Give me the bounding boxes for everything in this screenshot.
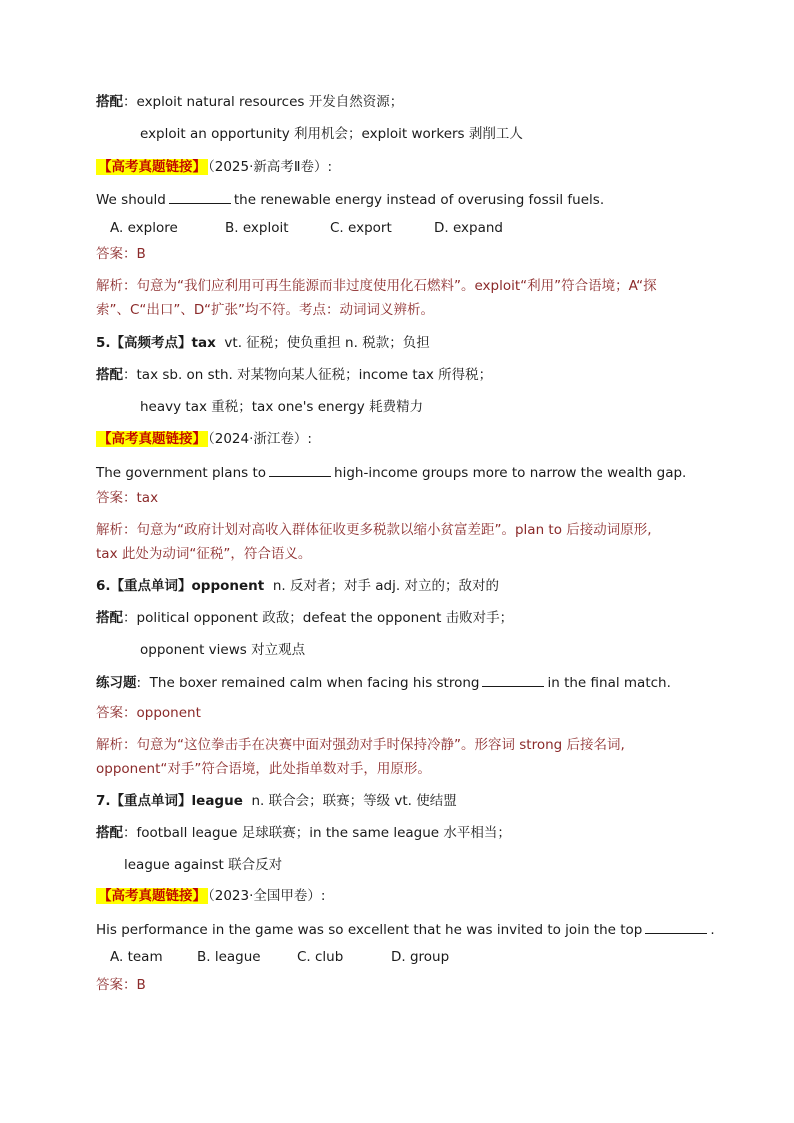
question-line (96, 189, 604, 210)
exercise-label: 练习题 (96, 675, 137, 691)
option-a: A. explore (110, 220, 178, 236)
heading-word: league (191, 793, 243, 809)
collocation-text-2: league against 联合反对 (124, 857, 283, 873)
word-heading (96, 791, 457, 811)
exam-link-source: （2023·全国甲卷）: (208, 888, 326, 904)
exercise-line: 练习题: The boxer remained calm when facing his strong in the final match. (96, 672, 671, 693)
exam-link-line (96, 886, 325, 906)
heading-number: 5.【高频考点】 (96, 335, 192, 351)
collocation-line: 搭配：political opponent 政敌；defeat the opponent 击败对手； (96, 610, 514, 626)
question-text-before: We should (96, 192, 166, 208)
answer-line: 答案：B (96, 977, 146, 993)
option-d: D. expand (434, 220, 504, 236)
exam-link-source: （2025·新高考Ⅱ卷）: (208, 159, 333, 175)
collocation-label: 搭配 (96, 367, 123, 383)
option-c: C. export (330, 220, 392, 236)
collocation-label: 搭配 (96, 825, 123, 841)
answer-line: 答案：tax (96, 490, 159, 506)
question-text-before: The boxer remained calm when facing his strong (149, 675, 480, 691)
question-text-after: in the final match. (547, 675, 671, 691)
exam-link-source: （2024·浙江卷）: (208, 431, 312, 447)
analysis-line-2: tax 此处为动词“征税”，符合语义。 (96, 546, 312, 562)
option-a: A. team (110, 949, 163, 965)
collocation-line: 搭配：football league 足球联赛；in the same league 水平相当； (96, 825, 511, 841)
collocation-text-2: heavy tax 重税；tax one's energy 耗费精力 (140, 399, 424, 415)
answer-line: 答案：opponent (96, 705, 201, 721)
options-line (110, 947, 449, 967)
question-text-before: His performance in the game was so excellent that he was invited to join the top (96, 922, 643, 938)
heading-word: tax (191, 335, 216, 351)
exam-link-line (96, 429, 312, 449)
question-line (96, 462, 686, 483)
answer-line: 答案：B (96, 246, 146, 262)
answer-blank (482, 672, 544, 687)
collocation-line: 搭配：tax sb. on sth. 对某物向某人征税；income tax 所得税； (96, 367, 493, 383)
exam-link-tag: 【高考真题链接】 (98, 888, 206, 904)
question-line (96, 919, 715, 940)
collocation-text: football league 足球联赛；in the same league 水平相当； (136, 825, 511, 841)
collocation-label: 搭配 (96, 94, 123, 110)
analysis-line-2: opponent“对手”符合语境，此处指单数对手，用原形。 (96, 761, 431, 777)
analysis-line-1: 解析：句意为“我们应利用可再生能源而非过度使用化石燃料”。exploit“利用”符合语境；A“探 (96, 278, 657, 294)
collocation-text-2: opponent views 对立观点 (140, 642, 306, 658)
heading-definition: vt. 征税；使负重担 n. 税款；负担 (224, 335, 430, 351)
heading-word: opponent (191, 578, 265, 594)
option-d: D. group (391, 949, 450, 965)
heading-number: 6.【重点单词】 (96, 578, 192, 594)
option-b: B. exploit (225, 220, 289, 236)
answer-blank (169, 189, 231, 204)
collocation-text-2: exploit an opportunity 利用机会；exploit workers 剥削工人 (140, 126, 523, 142)
collocation-text: exploit natural resources 开发自然资源； (136, 94, 404, 110)
exam-link-tag: 【高考真题链接】 (98, 159, 206, 175)
collocation-text: tax sb. on sth. 对某物向某人征税；income tax 所得税； (136, 367, 493, 383)
exam-link-tag: 【高考真题链接】 (98, 431, 206, 447)
analysis-line-2: 索”、C“出口”、D“扩张”均不符。考点：动词词义辨析。 (96, 302, 434, 318)
analysis-line-1: 解析：句意为“这位拳击手在决赛中面对强劲对手时保持冷静”。形容词 strong 后接名词, (96, 737, 625, 753)
heading-number: 7.【重点单词】 (96, 793, 192, 809)
word-heading (96, 333, 430, 353)
collocation-label: 搭配 (96, 610, 123, 626)
word-heading (96, 576, 499, 596)
question-text-after: . (710, 922, 715, 938)
question-text-before: The government plans to (96, 465, 267, 481)
answer-blank (269, 462, 331, 477)
analysis-line-1: 解析：句意为“政府计划对高收入群体征收更多税款以缩小贫富差距”。plan to 后接动词原形, (96, 522, 652, 538)
exam-link-line (96, 157, 332, 177)
option-c: C. club (297, 949, 344, 965)
answer-blank (645, 919, 707, 934)
heading-definition: n. 联合会；联赛；等级 vt. 使结盟 (251, 793, 457, 809)
question-text-after: high-income groups more to narrow the wealth gap. (334, 465, 687, 481)
question-text-after: the renewable energy instead of overusing fossil fuels. (233, 192, 605, 208)
collocation-line: 搭配：exploit natural resources 开发自然资源； (96, 94, 404, 110)
heading-definition: n. 反对者；对手 adj. 对立的；敌对的 (272, 578, 499, 594)
collocation-text: political opponent 政敌；defeat the opponent 击败对手； (136, 610, 514, 626)
option-b: B. league (197, 949, 261, 965)
options-line (110, 218, 503, 238)
